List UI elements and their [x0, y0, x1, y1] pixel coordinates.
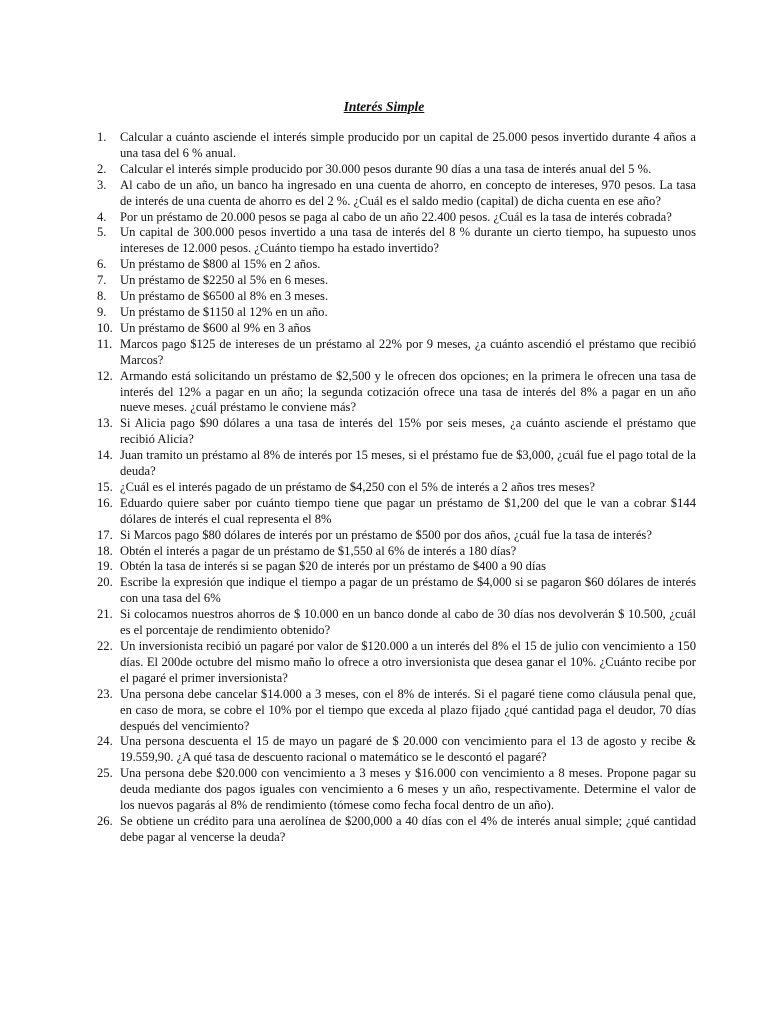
problem-number: 17.	[97, 527, 113, 542]
problem-item	[97, 544, 696, 560]
problem-item	[97, 321, 696, 337]
problem-text: Si colocamos nuestros ahorros de $ 10.000 en un banco donde al cabo de 30 días nos devolverán $ 10.500, ¿cuál es el porcentaje de rendimiento obtenido?	[120, 607, 696, 638]
problem-text: Un préstamo de $800 al 15% en 2 años.	[120, 257, 321, 272]
problem-number: 22.	[97, 639, 113, 653]
problem-number: 3.	[97, 177, 107, 192]
problem-item	[97, 766, 696, 814]
problem-text: Si Alicia pago $90 dólares a una tasa de interés del 15% por seis meses, ¿a cuánto asciende el préstamo que recibió Alicia?	[120, 416, 696, 447]
problem-number: 23.	[97, 686, 113, 701]
problem-item	[97, 814, 696, 846]
problem-number: 18.	[97, 543, 113, 558]
problem-number: 14.	[97, 448, 113, 463]
problem-number: 13.	[97, 416, 113, 431]
problem-text: Por un préstamo de 20.000 pesos se paga al cabo de un año 22.400 pesos. ¿Cuál es la tasa de interés cobrada?	[120, 209, 672, 224]
problem-text: Una persona debe cancelar $14.000 a 3 meses, con el 8% de interés. Si el pagaré tiene como cláusula penal que, en caso de mora, se cobre el 10% por el tiempo que exceda al plazo fijado ¿qué cantidad paga el deudor, 70 días después del vencimiento?	[120, 686, 696, 733]
problem-text: Obtén el interés a pagar de un préstamo de $1,550 al 6% de interés a 180 días?	[120, 543, 517, 558]
problem-text: Marcos pago $125 de intereses de un préstamo al 22% por 9 meses, ¿a cuánto ascendió el préstamo que recibió Marcos?	[120, 336, 696, 367]
problem-item	[97, 210, 696, 226]
problem-text: Calcular a cuánto asciende el interés simple producido por un capital de 25.000 pesos invertido durante 4 años a una tasa del 6 % anual.	[120, 130, 696, 160]
problem-number: 10.	[97, 320, 113, 335]
problem-number: 6.	[97, 257, 107, 272]
problem-item	[97, 607, 696, 639]
problem-number: 19.	[97, 559, 113, 574]
problem-text: Eduardo quiere saber por cuánto tiempo tiene que pagar un préstamo de $1,200 del que le van a cobrar $144 dólares de interés el cual representa el 8%	[120, 495, 696, 526]
problem-item	[97, 289, 696, 305]
problem-text: ¿Cuál es el interés pagado de un préstamo de $4,250 con el 5% de interés a 2 años tres meses?	[120, 479, 595, 494]
problem-text: Calcular el interés simple producido por 30.000 pesos durante 90 días a una tasa de interés anual del 5 %.	[120, 161, 652, 176]
problem-number: 26.	[97, 813, 113, 828]
problem-text: Un préstamo de $6500 al 8% en 3 meses.	[120, 289, 329, 304]
problem-text: Una persona debe $20.000 con vencimiento a 3 meses y $16.000 con vencimiento a 8 meses. Propone pagar su deuda mediante dos pagos iguales con vencimiento a 6 meses y un año, respectivamente. Determine el valor de los nuevos pagarás al 8% de rendimiento (tómese como fecha focal dentro de un año).	[120, 766, 696, 813]
problem-text: Un préstamo de $2250 al 5% en 6 meses.	[120, 273, 329, 288]
problem-item	[97, 178, 696, 210]
problem-text: Al cabo de un año, un banco ha ingresado en una cuenta de ahorro, en concepto de intereses, 970 pesos. La tasa de interés de una cuenta de ahorro es del 2 %. ¿Cuál es el saldo medio (capital) de dicha cuenta en ese año?	[120, 177, 696, 208]
problem-number: 5.	[97, 225, 107, 240]
page-title: Interés Simple	[343, 99, 425, 114]
problem-text: Una persona descuenta el 15 de mayo un pagaré de $ 20.000 con vencimiento para el 13 de agosto y recibe & 19.559,90. ¿A qué tasa de descuento racional o matemático se le descontó el pagaré?	[120, 734, 696, 765]
problem-number: 20.	[97, 575, 113, 590]
problem-number: 8.	[97, 289, 107, 304]
problem-text: Un préstamo de $1150 al 12% en un año.	[120, 304, 328, 319]
problem-number: 7.	[97, 273, 107, 288]
problem-item	[97, 448, 696, 480]
problem-text: Un inversionista recibió un pagaré por valor de $120.000 a un interés del 8% el 15 de julio con vencimiento a 150 días. El 200de octubre del mismo maño lo ofrece a otro inversionista que desea ganar el 10%. ¿Cuánto recibe por el pagaré el primer inversionista?	[120, 639, 696, 685]
problem-item	[97, 559, 696, 575]
problem-item	[97, 416, 696, 448]
problem-item	[97, 496, 696, 528]
problem-item	[97, 305, 696, 321]
problem-item	[97, 369, 696, 417]
problem-number: 1.	[97, 130, 107, 144]
problem-item	[97, 257, 696, 273]
problem-number: 15.	[97, 479, 113, 494]
problem-list	[97, 130, 696, 846]
problem-text: Un préstamo de $600 al 9% en 3 años	[120, 320, 311, 335]
problem-item	[97, 528, 696, 544]
problem-text: Si Marcos pago $80 dólares de interés por un préstamo de $500 por dos años, ¿cuál fue la tasa de interés?	[120, 527, 652, 542]
problem-text: Obtén la tasa de interés si se pagan $20 de interés por un préstamo de $400 a 90 días	[120, 559, 546, 574]
problem-number: 11.	[97, 336, 113, 351]
problem-text: Escribe la expresión que indique el tiempo a pagar de un préstamo de $4,000 si se pagaron $60 dólares de interés con una tasa del 6%	[120, 575, 696, 606]
problem-text: Un capital de 300.000 pesos invertido a una tasa de interés del 8 % durante un cierto tiempo, ha supuesto unos intereses de 12.000 pesos. ¿Cuánto tiempo ha estado invertido?	[120, 225, 696, 256]
problem-text: Armando está solicitando un préstamo de $2,500 y le ofrecen dos opciones; en la primera le ofrecen una tasa de interés del 12% a pagar en un año; la segunda cotización ofrece una tasa de interés del 8% a pagar en un año nueve meses. ¿cuál préstamo le conviene más?	[120, 368, 696, 415]
problem-text: Juan tramito un préstamo al 8% de interés por 15 meses, si el préstamo fue de $3,000, ¿cuál fue el pago total de la deuda?	[120, 448, 696, 479]
problem-number: 2.	[97, 161, 107, 176]
problem-item	[97, 687, 696, 735]
problem-number: 16.	[97, 495, 113, 510]
problem-item	[97, 162, 696, 178]
problem-item	[97, 639, 696, 687]
problem-item	[97, 734, 696, 766]
problem-number: 4.	[97, 209, 107, 224]
problem-number: 25.	[97, 766, 113, 781]
problem-text: Se obtiene un crédito para una aerolínea de $200,000 a 40 días con el 4% de interés anual simple; ¿qué cantidad debe pagar al vencerse la deuda?	[120, 813, 696, 844]
problem-item	[97, 130, 696, 162]
problem-item	[97, 273, 696, 289]
problem-item	[97, 480, 696, 496]
problem-item	[97, 337, 696, 369]
problem-item	[97, 225, 696, 257]
problem-number: 21.	[97, 607, 113, 622]
problem-number: 9.	[97, 304, 107, 319]
problem-item	[97, 575, 696, 607]
problem-number: 24.	[97, 734, 113, 749]
problem-number: 12.	[97, 368, 113, 383]
